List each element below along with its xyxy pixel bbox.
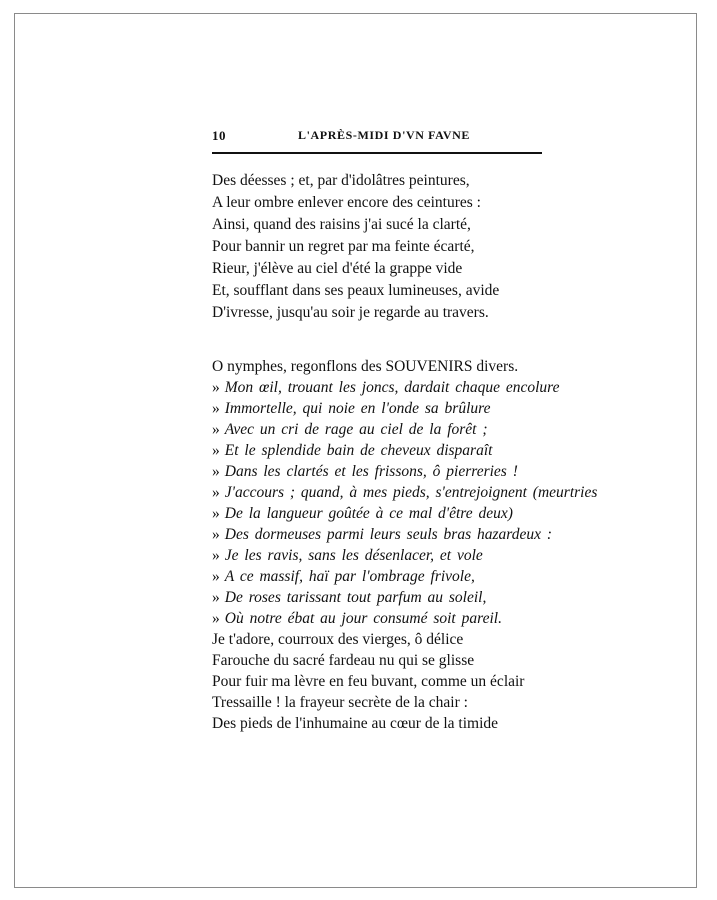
verse-line: Et, soufflant dans ses peaux lumineuses, avide: [212, 282, 500, 299]
quoted-verse-line: [212, 377, 597, 398]
quoted-verse-text: Dans les clartés et les frissons, ô pierreries !: [224, 463, 518, 480]
quote-mark: »: [212, 400, 220, 417]
quote-mark: »: [212, 505, 220, 522]
quote-mark: »: [212, 589, 220, 606]
verse-line: Je t'adore, courroux des vierges, ô délice: [212, 631, 464, 648]
quoted-verse-line: [212, 524, 597, 545]
quoted-verse-text: Et le splendide bain de cheveux disparaît: [224, 442, 493, 459]
quoted-verse-line: [212, 461, 597, 482]
quoted-verse-line: [212, 587, 597, 608]
quoted-verse-text: Où notre ébat au jour consumé soit pareil.: [224, 610, 502, 627]
header-rule: [212, 152, 542, 154]
verse-line: D'ivresse, jusqu'au soir je regarde au travers.: [212, 304, 489, 321]
quoted-verse-text: Immortelle, qui noie en l'onde sa brûlure: [224, 400, 491, 417]
quoted-verse-text: Des dormeuses parmi leurs seuls bras hazardeux :: [224, 526, 553, 543]
verse-line: Ainsi, quand des raisins j'ai sucé la clarté,: [212, 216, 471, 233]
verse-line: A leur ombre enlever encore des ceintures :: [212, 194, 481, 211]
quote-mark: »: [212, 442, 220, 459]
verse-line: Pour fuir ma lèvre en feu buvant, comme un éclair: [212, 673, 525, 690]
quoted-verse-line: [212, 440, 597, 461]
quoted-verse-line: [212, 545, 597, 566]
quote-mark: »: [212, 484, 220, 501]
quoted-verse-line: [212, 482, 597, 503]
quote-mark: »: [212, 421, 220, 438]
running-head: [212, 128, 542, 148]
quoted-verse-text: Je les ravis, sans les désenlacer, et vole: [224, 547, 483, 564]
quoted-verse-text: Mon œil, trouant les joncs, dardait chaque encolure: [224, 379, 560, 396]
verse-line: Des pieds de l'inhumaine au cœur de la timide: [212, 715, 499, 732]
stanza-two: [212, 356, 597, 734]
quoted-verse-text: J'accours ; quand, à mes pieds, s'entrejoignent (meurtries: [224, 484, 598, 501]
quote-mark: »: [212, 526, 220, 543]
stanza-one: [212, 170, 499, 324]
quoted-verse-text: A ce massif, haï par l'ombrage frivole,: [224, 568, 475, 585]
quoted-verse-line: [212, 566, 597, 587]
verse-line: Tressaille ! la frayeur secrète de la chair :: [212, 694, 468, 711]
verse-line: Rieur, j'élève au ciel d'été la grappe vide: [212, 260, 463, 277]
verse-line: Pour bannir un regret par ma feinte écarté,: [212, 238, 475, 255]
verse-line: Farouche du sacré fardeau nu qui se glisse: [212, 652, 475, 669]
verse-line-opening: O nymphes, regonflons des SOUVENIRS divers.: [212, 358, 519, 375]
quoted-verse-line: [212, 419, 597, 440]
quoted-verse-line: [212, 608, 597, 629]
quoted-verse-text: De roses tarissant tout parfum au soleil,: [224, 589, 487, 606]
quoted-verse-text: Avec un cri de rage au ciel de la forêt ;: [224, 421, 488, 438]
running-title: L'APRÈS-MIDI D'VN FAVNE: [298, 128, 471, 142]
verse-line: Des déesses ; et, par d'idolâtres peintures,: [212, 172, 470, 189]
quote-mark: »: [212, 463, 220, 480]
page-number: 10: [212, 128, 226, 143]
quote-mark: »: [212, 568, 220, 585]
quote-mark: »: [212, 610, 220, 627]
quoted-verse-text: De la langueur goûtée à ce mal d'être deux): [224, 505, 513, 522]
quoted-verse-line: [212, 398, 597, 419]
quoted-verse-line: [212, 503, 597, 524]
quote-mark: »: [212, 547, 220, 564]
quote-mark: »: [212, 379, 220, 396]
